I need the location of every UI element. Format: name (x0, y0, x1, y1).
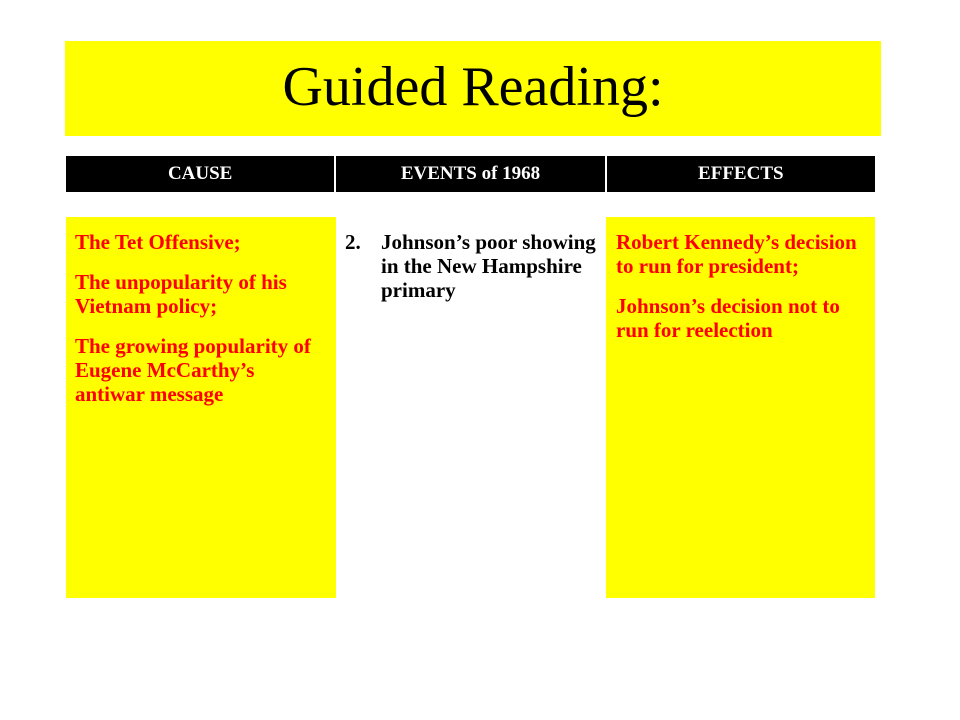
header-events: EVENTS of 1968 (334, 156, 604, 192)
page-title: Guided Reading: (282, 55, 664, 118)
cause-column (66, 217, 336, 598)
effects-column (606, 217, 875, 598)
header-cause: CAUSE (167, 163, 233, 184)
event-number: 2. (345, 230, 361, 254)
cause-item: The growing popularity of Eugene McCarthy’s antiwar message (75, 334, 311, 406)
event-text: Johnson’s poor showing in the New Hampshire primary (381, 230, 596, 302)
events-column (337, 217, 606, 598)
effect-item: Robert Kennedy’s decision to run for president; (616, 230, 857, 278)
header-effects: EFFECTS (605, 156, 875, 192)
cause-item: The unpopularity of his Vietnam policy; (75, 270, 287, 318)
title-banner (65, 41, 881, 136)
cause-item: The Tet Offensive; (75, 230, 241, 254)
table-header-row (66, 156, 875, 192)
effect-item: Johnson’s decision not to run for reelection (616, 294, 840, 342)
event-item (345, 230, 598, 302)
